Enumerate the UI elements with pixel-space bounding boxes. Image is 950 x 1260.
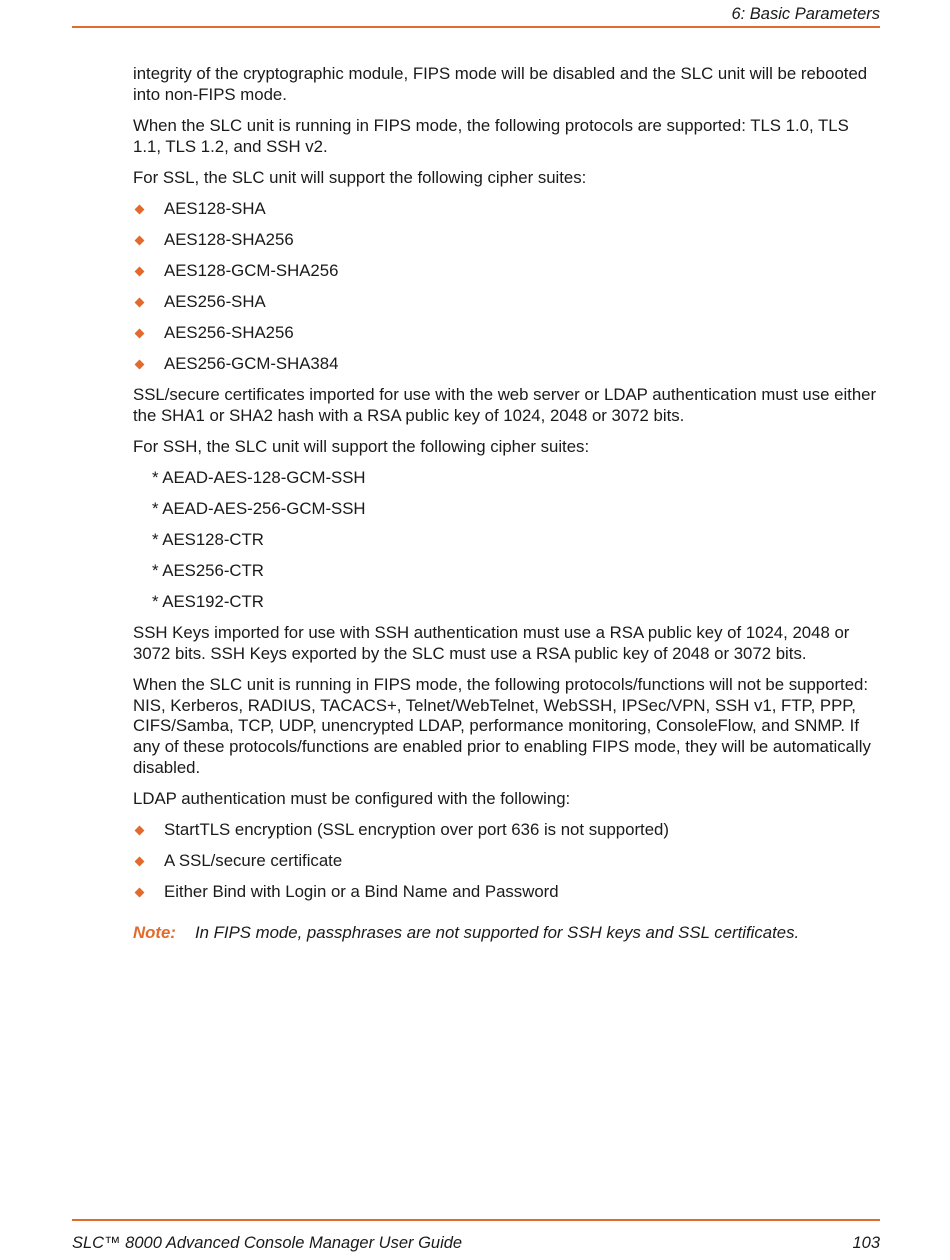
- footer-title: SLC™ 8000 Advanced Console Manager User Guide: [72, 1234, 463, 1252]
- paragraph-supported-protocols: When the SLC unit is running in FIPS mode, the following protocols are supported: TLS 1.0, TLS 1.1, TLS 1.2, and SSH v2.: [133, 115, 849, 156]
- diamond-bullet-icon: [135, 267, 145, 277]
- footer-rule: [72, 1219, 880, 1221]
- list-item: Either Bind with Login or a Bind Name and Password: [133, 882, 878, 903]
- list-item: StartTLS encryption (SSL encryption over port 636 is not supported): [133, 820, 878, 841]
- list-item: * AES256-CTR: [152, 561, 264, 581]
- paragraph-ssl-intro: For SSL, the SLC unit will support the following cipher suites:: [133, 167, 587, 187]
- list-item: AES256-SHA: [133, 292, 878, 313]
- ssh-cipher-list: [133, 468, 878, 613]
- list-item: * AEAD-AES-256-GCM-SSH: [152, 499, 366, 519]
- ssl-cipher-list: [133, 199, 878, 375]
- list-item: AES256-SHA256: [133, 323, 878, 344]
- note-text: In FIPS mode, passphrases are not supported for SSH keys and SSL certificates.: [195, 922, 800, 942]
- list-item: AES128-SHA: [133, 199, 878, 220]
- list-item: AES256-GCM-SHA384: [133, 354, 878, 375]
- diamond-bullet-icon: [135, 298, 145, 308]
- paragraph-ssh-intro: For SSH, the SLC unit will support the following cipher suites:: [133, 436, 590, 456]
- note-label: Note:: [133, 922, 176, 942]
- list-item: AES128-SHA256: [133, 230, 878, 251]
- diamond-bullet-icon: [135, 205, 145, 215]
- page-footer: [72, 1233, 880, 1253]
- list-item: AES128-GCM-SHA256: [133, 261, 878, 282]
- page-header: 6: Basic Parameters: [731, 5, 880, 23]
- list-item: * AEAD-AES-128-GCM-SSH: [152, 468, 366, 488]
- paragraph-fips-disable: integrity of the cryptographic module, FIPS mode will be disabled and the SLC unit will be rebooted into non-FIPS mode.: [133, 64, 868, 104]
- diamond-bullet-icon: [135, 888, 145, 898]
- diamond-bullet-icon: [135, 236, 145, 246]
- paragraph-ssl-certificates: SSL/secure certificates imported for use with the web server or LDAP authentication must use either the SHA1 or SHA2 hash with a RSA public key of 1024, 2048 or 3072 bits.: [133, 385, 877, 425]
- header-rule: [72, 26, 880, 28]
- paragraph-ssh-keys: SSH Keys imported for use with SSH authentication must use a RSA public key of 1024, 2048 or 3072 bits. SSH Keys exported by the SLC must use a RSA public key of 2048 or 3072 bits.: [133, 623, 850, 663]
- page-body: [133, 64, 878, 944]
- diamond-bullet-icon: [135, 360, 145, 370]
- ldap-requirement-list: [133, 820, 878, 903]
- list-item: A SSL/secure certificate: [133, 851, 878, 872]
- paragraph-ldap-intro: LDAP authentication must be configured with the following:: [133, 789, 571, 809]
- list-item: * AES192-CTR: [152, 592, 264, 612]
- diamond-bullet-icon: [135, 329, 145, 339]
- diamond-bullet-icon: [135, 857, 145, 867]
- paragraph-unsupported-protocols: When the SLC unit is running in FIPS mode, the following protocols/functions will not be supported: NIS, Kerberos, RADIUS, TACACS+, Telnet/WebTelnet, WebSSH, IPSec/VPN, SSH v1, FTP, PPP, CIFS/Samba, TCP, UDP, unencrypted LDAP, performance monitoring, ConsoleFlow, and SNMP. If any of these protocols/functions are enabled prior to enabling FIPS mode, they will be automatically disabled.: [133, 675, 871, 777]
- page-number: 103: [852, 1234, 880, 1252]
- list-item: * AES128-CTR: [152, 530, 264, 550]
- note-block: [133, 923, 878, 944]
- diamond-bullet-icon: [135, 826, 145, 836]
